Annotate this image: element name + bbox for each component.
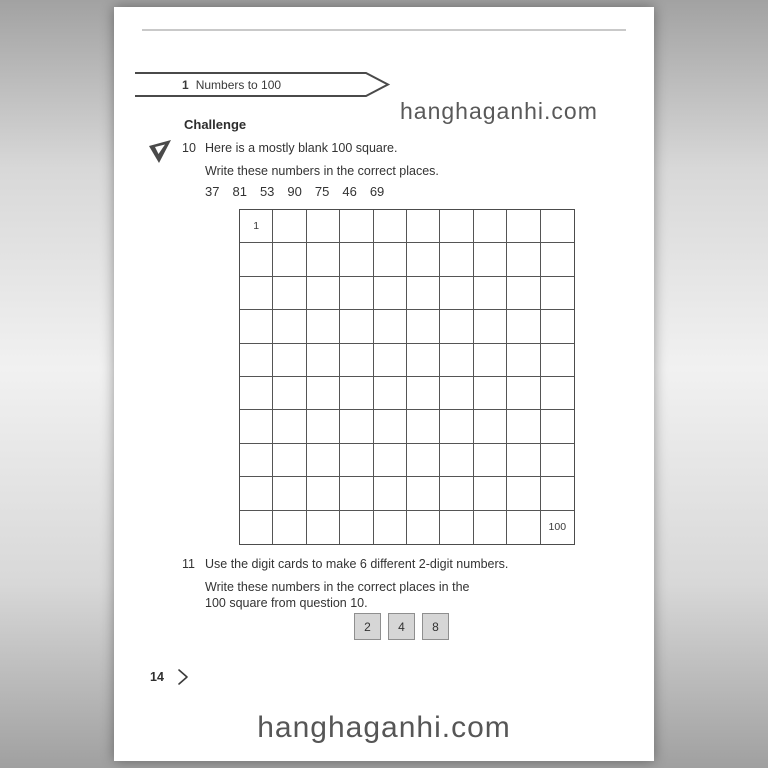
grid-cell [440, 410, 473, 443]
grid-cell [440, 277, 473, 310]
grid-cell [340, 210, 373, 243]
grid-cell [273, 210, 306, 243]
grid-cell [374, 344, 407, 377]
digit-card: 4 [388, 613, 415, 640]
number-to-place: 69 [369, 184, 385, 199]
grid-cell [407, 444, 440, 477]
grid-cell [407, 210, 440, 243]
grid-cell [340, 377, 373, 410]
grid-cell [541, 277, 574, 310]
question-10 [182, 141, 397, 156]
challenge-heading: Challenge [184, 117, 247, 132]
grid-cell [440, 344, 473, 377]
grid-cell [507, 410, 540, 443]
grid-cell [507, 511, 540, 544]
grid-cell [440, 377, 473, 410]
grid-cell [440, 511, 473, 544]
workbook-page [114, 7, 654, 761]
grid-cell [340, 277, 373, 310]
grid-cell [407, 344, 440, 377]
grid-cell [407, 511, 440, 544]
numbers-to-place [205, 184, 397, 199]
grid-cell [273, 511, 306, 544]
grid-cell [340, 310, 373, 343]
grid-cell [474, 310, 507, 343]
grid-cell [374, 444, 407, 477]
watermark-top: hanghaganhi.com [400, 98, 598, 124]
grid-cell [507, 444, 540, 477]
grid-cell [474, 410, 507, 443]
grid-cell [541, 377, 574, 410]
question-11-instruction-line1: Write these numbers in the correct places in the [205, 580, 470, 594]
grid-cell [307, 477, 340, 510]
grid-cell [240, 243, 273, 276]
question-10-number: 10 [182, 141, 196, 155]
grid-cell [374, 210, 407, 243]
grid-cell [374, 277, 407, 310]
grid-cell: 1 [240, 210, 273, 243]
grid-cell [474, 377, 507, 410]
grid-cell [541, 310, 574, 343]
grid-cell [273, 410, 306, 443]
number-to-place: 37 [205, 184, 220, 199]
grid-cell [340, 444, 373, 477]
grid-cell [507, 344, 540, 377]
grid-cell [541, 243, 574, 276]
question-10-prompt: Here is a mostly blank 100 square. [205, 141, 398, 155]
dart-icon [148, 139, 172, 165]
grid-cell [307, 410, 340, 443]
unit-banner-text [182, 71, 281, 98]
top-rule-divider [142, 29, 626, 31]
grid-cell [440, 444, 473, 477]
grid-cell [374, 410, 407, 443]
grid-cell [307, 310, 340, 343]
number-to-place: 46 [342, 184, 357, 199]
grid-cell [273, 344, 306, 377]
number-to-place: 90 [287, 184, 302, 199]
page-number: 14 [150, 670, 164, 684]
grid-cell [374, 310, 407, 343]
grid-cell [407, 310, 440, 343]
digit-card: 2 [354, 613, 381, 640]
grid-cell [374, 511, 407, 544]
grid-cell [307, 511, 340, 544]
grid-cell: 100 [548, 521, 567, 534]
grid-cell [507, 377, 540, 410]
grid-cell [240, 477, 273, 510]
grid-cell [407, 377, 440, 410]
grid-cell [507, 277, 540, 310]
watermark-bottom: hanghaganhi.com [257, 711, 511, 744]
grid-cell [240, 377, 273, 410]
grid-cell [240, 310, 273, 343]
unit-number: 1 [182, 77, 189, 92]
grid-cell [340, 243, 373, 276]
grid-cell [474, 243, 507, 276]
grid-cell [307, 277, 340, 310]
grid-cell [474, 277, 507, 310]
chevron-right-icon [177, 668, 189, 686]
grid-cell [307, 444, 340, 477]
grid-cell [273, 277, 306, 310]
grid-cell [240, 410, 273, 443]
grid-cell [507, 210, 540, 243]
question-11-instruction-line2: 100 square from question 10. [205, 596, 368, 610]
grid-cell [474, 511, 507, 544]
grid-cell [240, 444, 273, 477]
grid-cell [440, 477, 473, 510]
grid-cell [273, 444, 306, 477]
grid-cell [340, 511, 373, 544]
digit-card: 8 [422, 613, 449, 640]
grid-cell [240, 277, 273, 310]
grid-cell [474, 477, 507, 510]
grid-cell [440, 310, 473, 343]
grid-cell [407, 243, 440, 276]
number-to-place: 75 [314, 184, 330, 199]
grid-cell [474, 344, 507, 377]
grid-cell [407, 410, 440, 443]
grid-cell [273, 377, 306, 410]
number-to-place: 81 [232, 184, 247, 199]
grid-cell [340, 410, 373, 443]
grid-cell [307, 377, 340, 410]
grid-cell [273, 243, 306, 276]
hundred-square-grid [239, 209, 575, 545]
grid-cell [340, 344, 373, 377]
unit-title: Numbers to 100 [195, 77, 282, 92]
question-11-number: 11 [182, 557, 195, 571]
question-11-prompt: Use the digit cards to make 6 different 2-digit numbers. [205, 557, 509, 571]
grid-cell [307, 243, 340, 276]
grid-cell [541, 344, 574, 377]
question-11 [182, 557, 508, 572]
page-footer [150, 668, 189, 686]
grid-cell [307, 344, 340, 377]
question-10-instruction: Write these numbers in the correct places. [205, 164, 439, 178]
number-to-place: 53 [259, 184, 275, 199]
grid-cell [240, 344, 273, 377]
grid-cell [440, 243, 473, 276]
grid-cell [440, 210, 473, 243]
grid-cell [374, 477, 407, 510]
grid-cell [240, 511, 273, 544]
unit-banner [135, 71, 393, 98]
grid-cell [374, 377, 407, 410]
grid-cell [273, 310, 306, 343]
grid-cell [541, 444, 574, 477]
grid-cell [541, 210, 574, 243]
digit-cards [354, 613, 449, 640]
grid-cell [340, 477, 373, 510]
grid-cell [407, 477, 440, 510]
grid-cell [507, 477, 540, 510]
grid-cell [407, 277, 440, 310]
grid-cell [541, 410, 574, 443]
grid-cell [507, 310, 540, 343]
grid-cell [374, 243, 407, 276]
grid-cell [273, 477, 306, 510]
grid-cell [541, 477, 574, 510]
grid-cell [474, 210, 507, 243]
grid-cell [474, 444, 507, 477]
grid-cell [507, 243, 540, 276]
grid-cell [307, 210, 340, 243]
